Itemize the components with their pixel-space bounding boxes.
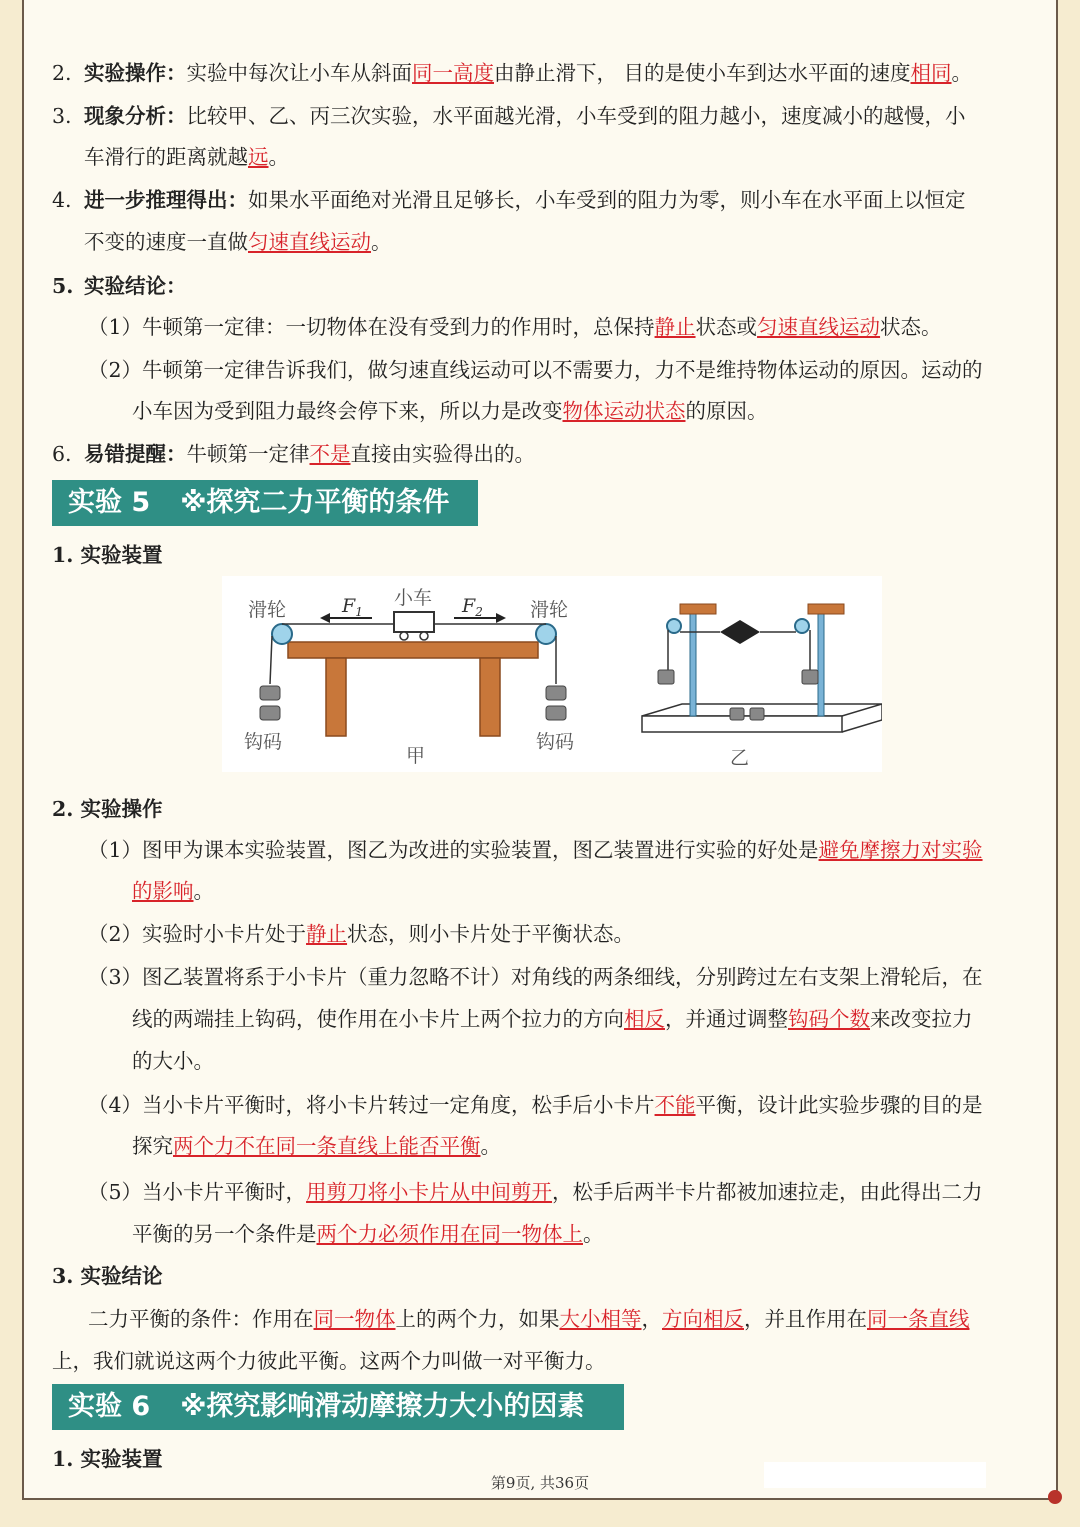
line-text: （4）当小卡片平衡时，将小卡片转过一定角度，松手后小卡片 [88,1093,655,1117]
line-text: （2）牛顿第一定律告诉我们，做匀速直线运动可以不需要力，力不是维持物体运动的原因。运动的 [88,358,983,382]
bold-label: 2. 实验操作 [52,797,163,821]
right-weights-icon [546,686,566,720]
answer-text: 同一物体 [313,1307,396,1331]
text-line [52,185,1028,215]
line-text: 。 [583,1222,604,1246]
answer-text: 钩码个数 [788,1007,870,1031]
line-text: （1）图甲为课本实验装置，图乙为改进的实验装置，图乙装置进行实验的好处是 [88,838,819,862]
figure-a [244,587,574,767]
bold-label: 3. 实验结论 [52,1264,163,1288]
experiment-5-banner [52,480,478,526]
text-line [52,1261,1028,1291]
answer-text: 大小相等 [559,1307,642,1331]
answer-text: 相反 [624,1007,665,1031]
item-number: 4. [52,188,72,212]
line-text: 状态或 [695,315,758,339]
page-corner-mark [1048,1490,1062,1504]
line-text: 。 [480,1134,501,1158]
answer-text: 物体运动状态 [562,399,686,423]
cart-label: 小车 [394,587,433,609]
answer-text: 用剪刀将小卡片从中间剪开 [306,1180,553,1204]
item-number: 3. [52,104,72,128]
line-text: 二力平衡的条件：作用在 [88,1307,314,1331]
f1-label: F [342,595,356,617]
answer-text: 静止 [654,315,696,339]
answer-text: 远 [248,145,269,169]
text-line [88,1177,1028,1207]
text-line [88,1304,1028,1334]
answer-text: 两个力不在同一条直线上能否平衡 [173,1134,481,1158]
text-line [132,1131,1028,1161]
text-line [88,312,1028,342]
line-text: 。 [951,61,973,85]
text-line [88,962,1028,992]
line-text: ，并且作用在 [744,1307,867,1331]
text-line [132,1219,1028,1249]
bold-label: 实验结论： [84,274,187,298]
right-pulley-b-icon [795,619,809,633]
answer-text: 的影响 [132,879,194,903]
f2-label: F [462,595,476,617]
left-pulley-icon [272,624,292,644]
line-text: （1）牛顿第一定律：一切物体在没有受到力的作用时，总保持 [88,315,655,339]
text-line [52,271,1028,301]
f1-subscript: 1 [355,605,363,619]
text-line [52,101,1028,131]
answer-text: 不是 [309,442,351,466]
text-line [132,876,1028,906]
text-line [88,355,1028,385]
svg-text:F1 [341,595,363,619]
item-number: 6. [52,442,72,466]
line-text: 平衡的另一个条件是 [132,1222,317,1246]
figure-b-label: 乙 [730,747,750,769]
line-text: 状态，则小卡片处于平衡状态。 [347,922,635,946]
line-text: ，并通过调整 [665,1007,788,1031]
line-text: 状态。 [880,315,942,339]
answer-text: 相同 [910,61,952,85]
line-text: 车滑行的距离就越 [84,145,248,169]
answer-text: 同一高度 [412,61,494,85]
text-line [132,1046,1028,1076]
page-number: 第9页, 共36页 [490,1474,590,1492]
line-text: 由静止滑下， 目的是使小车到达水平面的速度 [494,61,911,85]
line-text: ， [641,1307,662,1331]
line-text: 平衡，设计此实验步骤的目的是 [695,1093,983,1117]
text-line [132,1004,1028,1034]
svg-text:F2 [461,595,483,619]
line-text: 上的两个力，如果 [395,1307,560,1331]
text-line [52,1346,1028,1376]
text-line [52,794,1028,824]
answer-text: 静止 [306,922,348,946]
apparatus-heading: 1. 实验装置 [52,543,163,567]
apparatus-heading-6: 1. 实验装置 [52,1447,163,1471]
apparatus-figure [222,576,882,772]
text-line [88,835,1028,865]
line-text: 。 [371,230,392,254]
line-text: 如果水平面绝对光滑且足够长，小车受到的阻力为零，则小车在水平面上以恒定 [248,188,966,212]
cart-icon [394,612,434,632]
line-text: 的大小。 [132,1049,214,1073]
answer-text: 两个力必须作用在同一物体上 [316,1222,583,1246]
line-text: 线的两端挂上钩码，使作用在小卡片上两个拉力的方向 [132,1007,624,1031]
line-text: 探究 [132,1134,173,1158]
item-number: 5. [52,274,74,298]
answer-text: 避免摩擦力对实验 [818,838,983,862]
bold-label: 实验操作： [84,61,187,85]
experiment-6-banner [52,1384,624,1430]
line-text: 来改变拉力 [870,1007,973,1031]
pulley-right-label: 滑轮 [530,599,569,621]
figure-a-label: 甲 [406,745,426,767]
line-text: 比较甲、乙、丙三次实验，水平面越光滑，小车受到的阻力越小，速度减小的越慢，小 [186,104,966,128]
text-line [88,1090,1028,1120]
text-line [84,142,1028,172]
line-text: 上，我们就说这两个力彼此平衡。这两个力叫做一对平衡力。 [52,1349,606,1373]
experiment-5-number: 实验 5 [68,487,151,518]
line-text: 不变的速度一直做 [84,230,248,254]
answer-text: 同一条直线 [867,1307,970,1331]
card-icon [720,620,760,644]
apparatus-diagram [222,576,882,772]
item-number: 2. [52,61,72,85]
text-line [84,227,1028,257]
experiment-6-title: ※探究影响滑动摩擦力大小的因素 [180,1391,585,1422]
weight-right-label: 钩码 [536,731,575,753]
line-text: （3）图乙装置将系于小卡片（重力忽略不计）对角线的两条细线，分别跨过左右支架上滑轮后，在 [88,965,983,989]
answer-text: 匀速直线运动 [248,230,371,254]
line-text: 。 [268,145,289,169]
line-text: 牛顿第一定律 [186,442,310,466]
text-line [132,396,1028,426]
line-text: 的原因。 [685,399,768,423]
line-text: 直接由实验得出的。 [350,442,535,466]
line-text: ，松手后两半卡片都被加速拉走，由此得出二力 [552,1180,983,1204]
left-weights-icon [260,686,280,720]
left-pulley-b-icon [667,619,681,633]
text-line [52,439,1028,469]
experiment-5-title: ※探究二力平衡的条件 [180,487,450,518]
line-text: 。 [193,879,214,903]
experiment-6-number: 实验 6 [68,1391,151,1422]
answer-text: 匀速直线运动 [757,315,881,339]
bold-label: 易错提醒： [84,442,187,466]
figure-b [642,604,882,769]
text-line [88,919,1028,949]
right-pulley-icon [536,624,556,644]
text-line [52,58,1028,88]
answer-text: 方向相反 [662,1307,744,1331]
bold-label: 进一步推理得出： [84,188,248,212]
pulley-left-label: 滑轮 [248,599,287,621]
f2-subscript: 2 [475,605,483,619]
answer-text: 不能 [654,1093,696,1117]
weight-left-label: 钩码 [244,731,283,753]
line-text: （2）实验时小卡片处于 [88,922,307,946]
bold-label: 现象分析： [84,104,187,128]
line-text: （5）当小卡片平衡时， [88,1180,307,1204]
line-text: 小车因为受到阻力最终会停下来，所以力是改变 [132,399,563,423]
line-text: 实验中每次让小车从斜面 [186,61,412,85]
